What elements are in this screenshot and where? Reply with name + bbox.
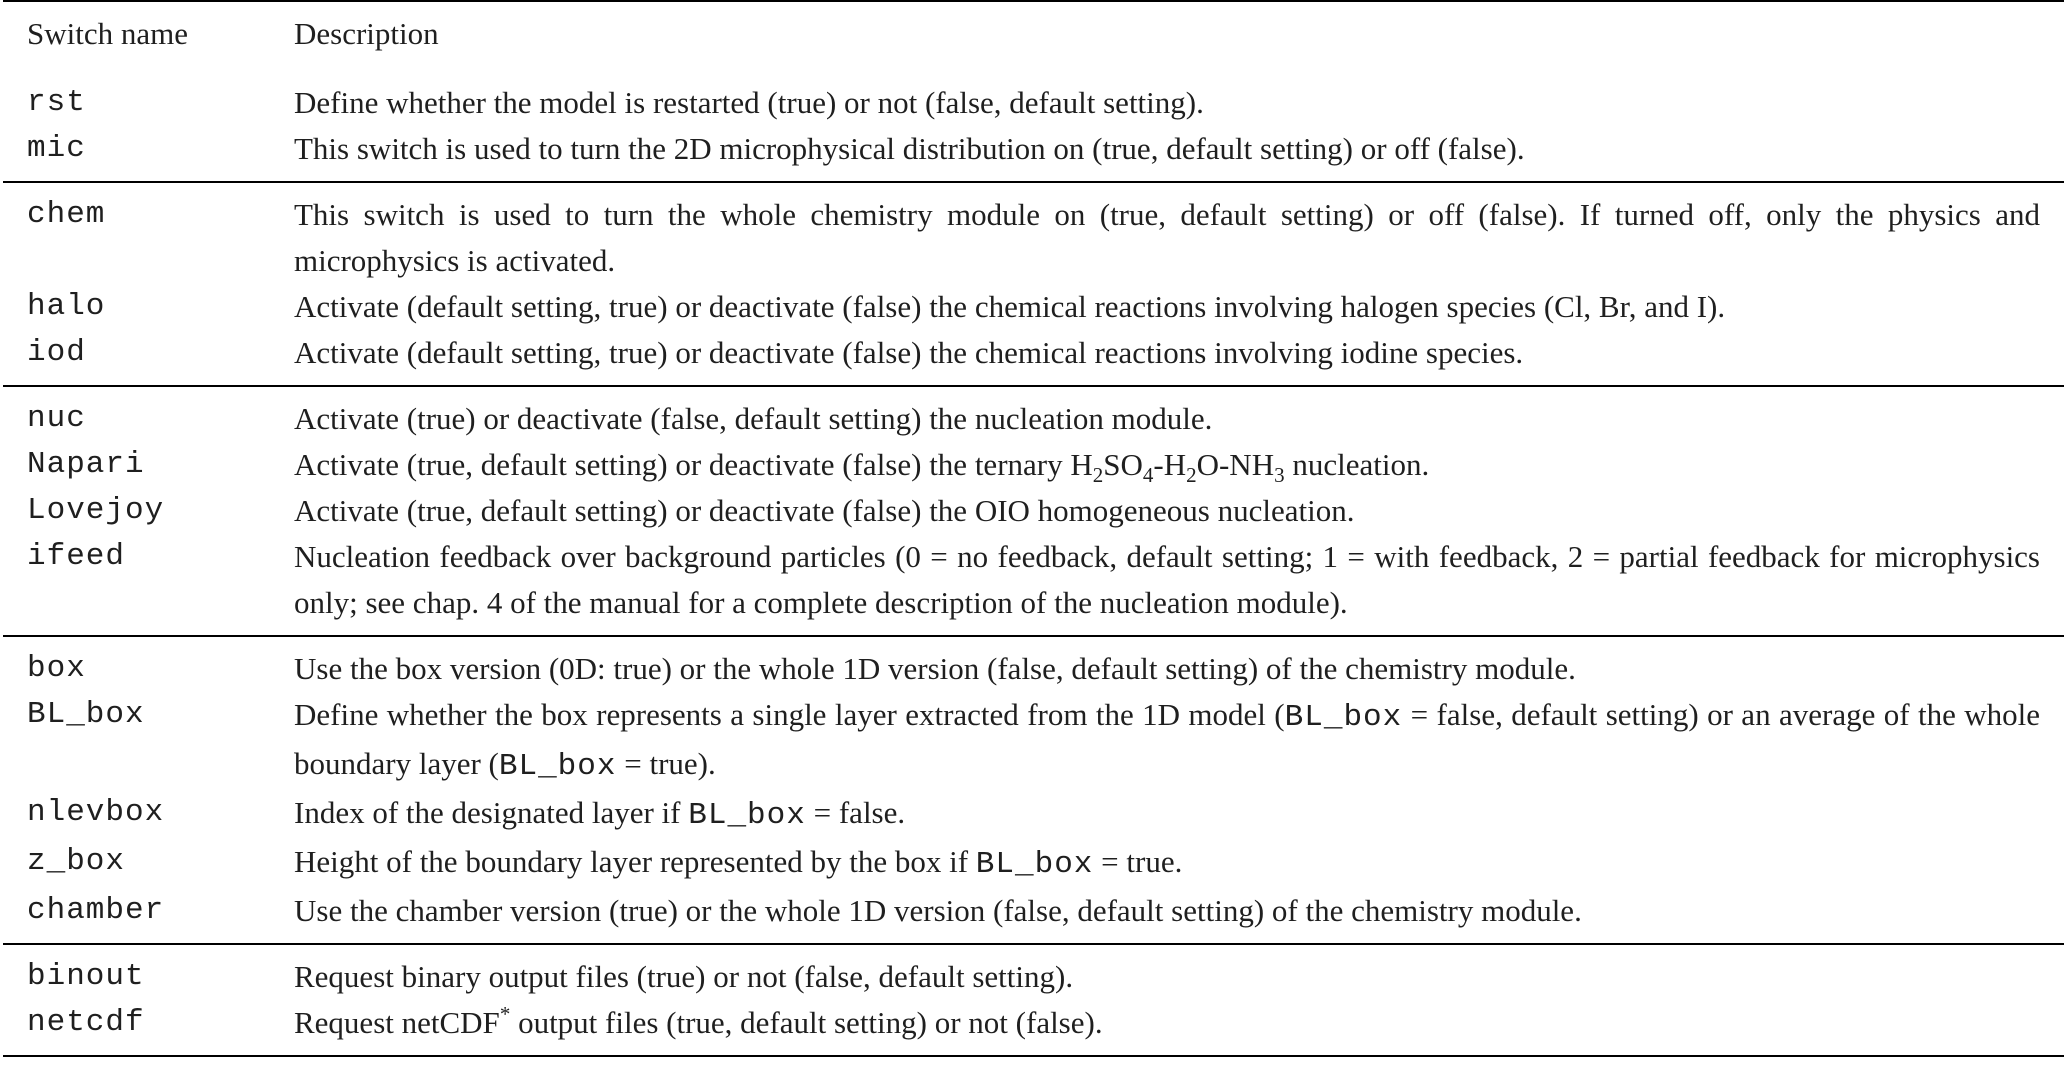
table-group-box-model — [3, 636, 2064, 944]
switch-description: Use the chamber version (true) or the whole 1D version (false, default setting) of the chemistry module. — [294, 888, 2064, 944]
table-row — [3, 636, 2064, 692]
table-row — [3, 534, 2064, 636]
superscript: * — [499, 1002, 511, 1026]
switch-description — [294, 1000, 2064, 1056]
table-group-output — [3, 944, 2064, 1056]
description-text: nucleation. — [1284, 447, 1430, 482]
header-description: Description — [294, 1, 2064, 71]
switch-description — [294, 442, 2064, 488]
switch-name: box — [27, 651, 86, 686]
table-group-chemistry — [3, 182, 2064, 386]
table-row — [3, 1000, 2064, 1056]
table-row — [3, 71, 2064, 126]
table-row — [3, 330, 2064, 386]
table-row — [3, 488, 2064, 534]
switch-name: Lovejoy — [27, 493, 165, 528]
switch-description — [294, 839, 2064, 888]
switch-name: ifeed — [3, 534, 294, 636]
switch-name: nuc — [27, 401, 86, 436]
switch-description: Nucleation feedback over background particles (0 = no feedback, default setting; 1 = with feedback, 2 = partial feedback for microphysics only; see chap. 4 of the manual for a complete description of the nucleation module). — [294, 534, 2064, 636]
switch-name: Napari — [27, 447, 145, 482]
inline-code: BL_box — [498, 749, 617, 784]
subscript: 3 — [1274, 463, 1285, 487]
description-text: -H — [1153, 447, 1187, 482]
switch-table — [3, 0, 2064, 1057]
table-header-row — [3, 1, 2064, 71]
inline-code: BL_box — [688, 798, 806, 833]
description-text: O-NH — [1196, 447, 1275, 482]
table-row — [3, 442, 2064, 488]
table-row — [3, 182, 2064, 284]
description-text: Height of the boundary layer represented by the box if — [294, 844, 976, 879]
switch-description: Activate (true, default setting) or deactivate (false) the OIO homogeneous nucleation. — [294, 493, 1355, 528]
subscript: 2 — [1092, 463, 1104, 487]
inline-code: BL_box — [1284, 700, 1403, 735]
switch-name: rst — [27, 85, 86, 120]
description-text: Activate (true, default setting) or deactivate (false) the ternary H — [294, 447, 1093, 482]
switch-name: chem — [27, 197, 106, 232]
switch-description: This switch is used to turn the whole chemistry module on (true, default setting) or off (false). If turned off, only the physics and microphysics is activated. — [294, 197, 2040, 278]
inline-code: BL_box — [975, 847, 1094, 882]
description-text: output files (true, default setting) or not (false). — [510, 1005, 1103, 1040]
table-row — [3, 126, 2064, 182]
table-row — [3, 839, 2064, 888]
switch-description — [294, 692, 2064, 790]
switch-description — [294, 790, 2064, 839]
table-group-nucleation — [3, 386, 2064, 636]
description-text: = true). — [616, 746, 716, 781]
switch-description: Use the box version (0D: true) or the whole 1D version (false, default setting) of the chemistry module. — [294, 651, 1576, 686]
description-text: = false, default setting) or an average of the whole boundary layer ( — [294, 697, 2040, 781]
description-text: Request netCDF — [294, 1005, 500, 1040]
switch-name: halo — [27, 289, 106, 324]
switch-description: Activate (true) or deactivate (false, default setting) the nucleation module. — [294, 401, 1213, 436]
description-text: SO — [1103, 447, 1143, 482]
switch-name: chamber — [3, 888, 294, 944]
table-row — [3, 888, 2064, 944]
table-row — [3, 386, 2064, 442]
switch-description: Activate (default setting, true) or deactivate (false) the chemical reactions involving halogen species (Cl, Br, and I). — [294, 289, 1726, 324]
table-row — [3, 944, 2064, 1000]
switch-name: z_box — [27, 844, 126, 879]
description-text: Index of the designated layer if — [294, 795, 689, 830]
switch-description: Request binary output files (true) or not (false, default setting). — [294, 959, 1074, 994]
switch-name: BL_box — [27, 697, 145, 732]
switch-name: iod — [3, 330, 294, 386]
header-switch-name: Switch name — [3, 1, 294, 71]
switch-name: netcdf — [3, 1000, 294, 1056]
description-text: = false. — [805, 795, 906, 830]
switch-name: nlevbox — [27, 795, 165, 830]
switch-description: This switch is used to turn the 2D microphysical distribution on (true, default setting) or off (false). — [294, 126, 2064, 182]
table-group-general — [3, 71, 2064, 182]
subscript: 4 — [1142, 463, 1154, 487]
table-row — [3, 692, 2064, 790]
switch-name: mic — [3, 126, 294, 182]
switch-name: binout — [27, 959, 145, 994]
description-text: Define whether the box represents a single layer extracted from the 1D model ( — [294, 697, 1285, 732]
table-row — [3, 284, 2064, 330]
table-row — [3, 790, 2064, 839]
subscript: 2 — [1186, 463, 1197, 487]
switch-description: Define whether the model is restarted (true) or not (false, default setting). — [294, 85, 1204, 120]
description-text: = true. — [1093, 844, 1183, 879]
switch-description: Activate (default setting, true) or deactivate (false) the chemical reactions involving iodine species. — [294, 330, 2064, 386]
